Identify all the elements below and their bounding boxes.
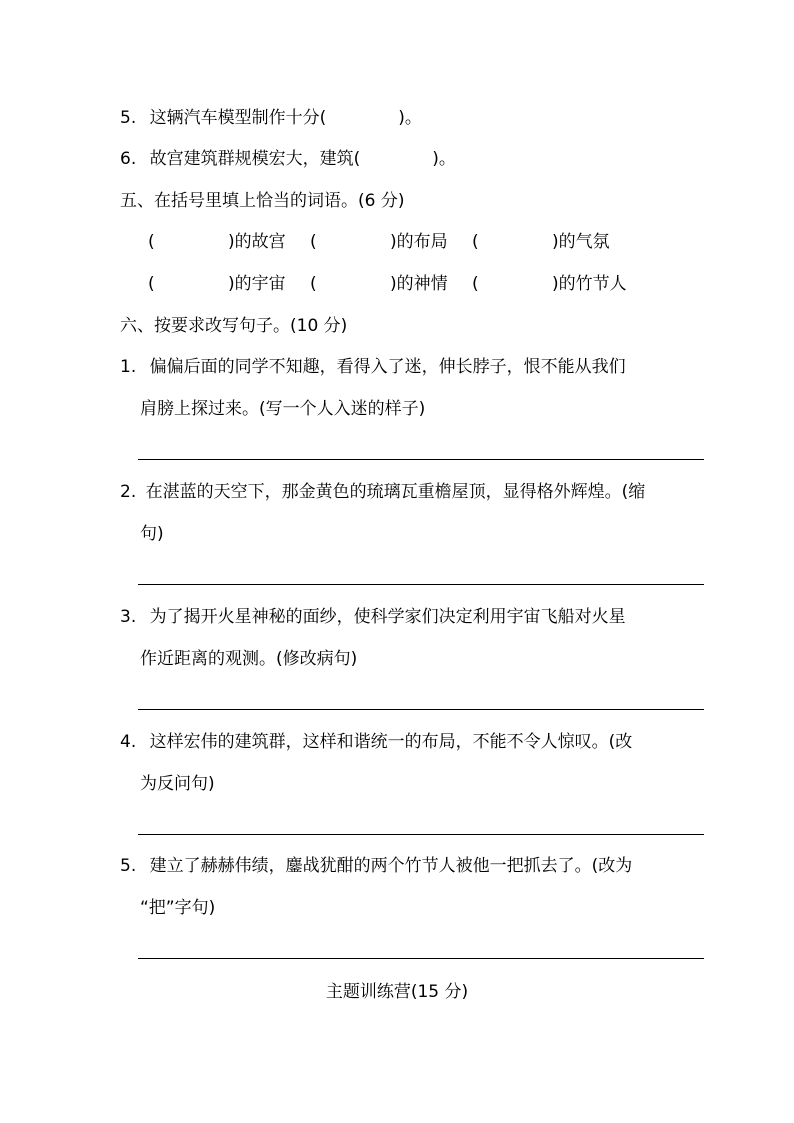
item-number: 5. bbox=[120, 856, 137, 876]
question-6-1-line2: 肩膀上探过来。(写一个人入迷的样子) bbox=[140, 399, 426, 419]
fill-blank-close: )的神情 bbox=[390, 274, 448, 294]
question-6-3-line1 bbox=[120, 606, 626, 628]
fill-blank-close: )的气氛 bbox=[552, 232, 610, 252]
fill-blank-close: )的故宫 bbox=[228, 232, 286, 252]
question-6-1-line1 bbox=[120, 356, 626, 378]
answer-line[interactable] bbox=[138, 834, 704, 835]
fill-blank-close: )的布局 bbox=[390, 232, 448, 252]
question-6-3-line2: 作近距离的观测。(修改病句) bbox=[140, 649, 358, 669]
item-number: 6. bbox=[120, 149, 137, 169]
question-6-2-line2: 句) bbox=[140, 524, 164, 544]
item-text: 建立了赫赫伟绩，鏖战犹酣的两个竹节人被他一把抓去了。(改为 bbox=[149, 856, 633, 876]
answer-line[interactable] bbox=[138, 709, 704, 710]
answer-line[interactable] bbox=[138, 958, 704, 959]
fill-blank-open: ( bbox=[310, 232, 317, 252]
fill-blank-open: ( bbox=[148, 232, 155, 252]
section-6-heading: 六、按要求改写句子。(10 分) bbox=[120, 316, 348, 336]
fill-blank-close: )的竹节人 bbox=[552, 274, 627, 294]
item-number: 4. bbox=[120, 732, 137, 752]
item-text-before: 故宫建筑群规模宏大，建筑( bbox=[149, 149, 361, 169]
item-text: 这样宏伟的建筑群，这样和谐统一的布局，不能不令人惊叹。(改 bbox=[149, 732, 633, 752]
item-text: 偏偏后面的同学不知趣，看得入了迷，伸长脖子，恨不能从我们 bbox=[149, 357, 626, 377]
section-title: 主题训练营(15 分) bbox=[325, 982, 469, 1002]
question-6-4-line2: 为反问句) bbox=[140, 774, 215, 794]
item-text: 在湛蓝的天空下，那金黄色的琉璃瓦重檐屋顶，显得格外辉煌。(缩 bbox=[145, 482, 646, 502]
question-4-6 bbox=[120, 148, 456, 170]
question-4-5 bbox=[120, 107, 422, 129]
item-text-after: )。 bbox=[432, 149, 456, 169]
item-number: 2. bbox=[120, 482, 137, 502]
item-text-after: )。 bbox=[398, 108, 422, 128]
answer-line[interactable] bbox=[138, 459, 704, 460]
answer-line[interactable] bbox=[138, 584, 704, 585]
item-number: 5. bbox=[120, 108, 137, 128]
item-number: 3. bbox=[120, 607, 137, 627]
section-5-heading: 五、在括号里填上恰当的词语。(6 分) bbox=[120, 191, 405, 211]
item-text-before: 这辆汽车模型制作十分( bbox=[149, 108, 327, 128]
fill-blank-close: )的宇宙 bbox=[228, 274, 286, 294]
fill-blank-open: ( bbox=[472, 232, 479, 252]
fill-blank-open: ( bbox=[472, 274, 479, 294]
item-number: 1. bbox=[120, 357, 137, 377]
fill-blank-open: ( bbox=[310, 274, 317, 294]
question-6-4-line1 bbox=[120, 731, 632, 753]
question-6-5-line1 bbox=[120, 855, 632, 877]
question-6-5-line2: “把”字句) bbox=[140, 898, 216, 918]
fill-blank-open: ( bbox=[148, 274, 155, 294]
item-text: 为了揭开火星神秘的面纱，使科学家们决定利用宇宙飞船对火星 bbox=[149, 607, 626, 627]
question-6-2-line1 bbox=[120, 481, 645, 503]
